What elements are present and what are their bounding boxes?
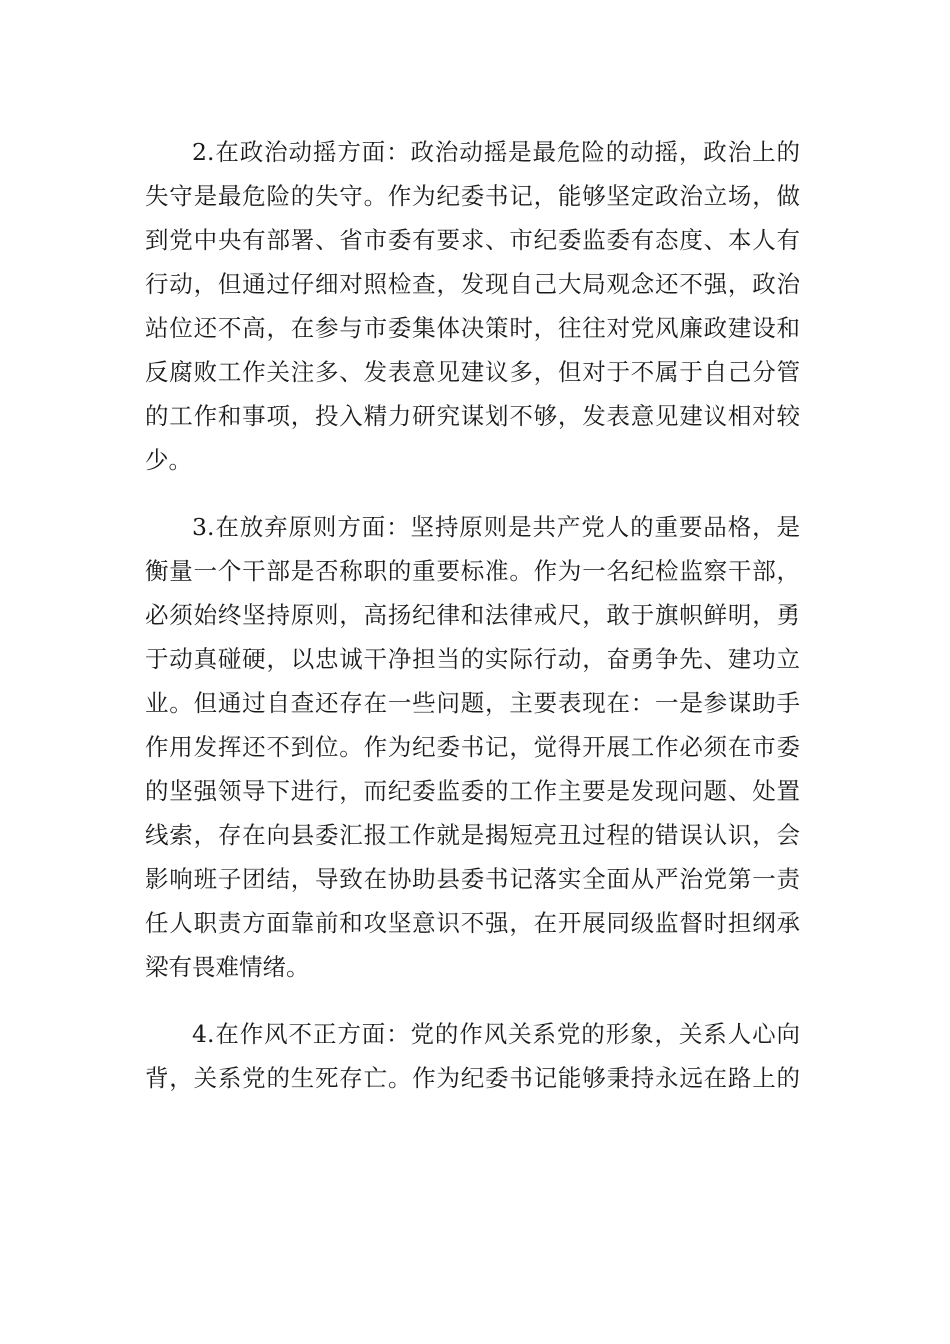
text-line: 到党中央有部署、省市委有要求、市纪委监委有态度、本人有: [145, 226, 800, 254]
text-line: 影响班子团结，导致在协助县委书记落实全面从严治党第一责: [145, 865, 800, 893]
text-line: 必须始终坚持原则，高扬纪律和法律戒尺，敢于旗帜鲜明，勇: [145, 601, 800, 629]
text-line: 失守是最危险的失守。作为纪委书记，能够坚定政治立场，做: [145, 182, 800, 210]
text-line: 站位还不高，在参与市委集体决策时，往往对党风廉政建设和: [145, 314, 800, 342]
text-line: 反腐败工作关注多、发表意见建议多，但对于不属于自己分管: [145, 358, 800, 386]
paragraph-improper-conduct: [145, 1012, 800, 1100]
text-line: 的坚强领导下进行，而纪委监委的工作主要是发现问题、处置: [145, 777, 800, 805]
text-line: 行动，但通过仔细对照检查，发现自己大局观念还不强，政治: [145, 270, 800, 298]
text-line: 衡量一个干部是否称职的重要标准。作为一名纪检监察干部，: [145, 557, 800, 585]
text-line: 的工作和事项，投入精力研究谋划不够，发表意见建议相对较: [145, 402, 800, 430]
text-line: 背，关系党的生死存亡。作为纪委书记能够秉持永远在路上的: [145, 1064, 800, 1092]
paragraph-abandoning-principles: [145, 505, 800, 989]
paragraph-political-wavering: [145, 130, 800, 482]
text-line: 作用发挥还不到位。作为纪委书记，觉得开展工作必须在市委: [145, 733, 800, 761]
text-line: 2.在政治动摇方面：政治动摇是最危险的动摇，政治上的: [192, 138, 800, 166]
text-line: 业。但通过自查还存在一些问题，主要表现在：一是参谋助手: [145, 689, 800, 717]
text-line: 4.在作风不正方面：党的作风关系党的形象，关系人心向: [192, 1020, 800, 1048]
text-line: 线索，存在向县委汇报工作就是揭短亮丑过程的错误认识，会: [145, 821, 800, 849]
text-line: 少。: [145, 446, 192, 474]
text-line: 3.在放弃原则方面：坚持原则是共产党人的重要品格，是: [192, 513, 800, 541]
text-line: 于动真碰硬，以忠诚干净担当的实际行动，奋勇争先、建功立: [145, 645, 800, 673]
text-line: 任人职责方面靠前和攻坚意识不强，在开展同级监督时担纲承: [145, 909, 800, 937]
text-line: 梁有畏难情绪。: [145, 953, 310, 981]
document-body: [145, 130, 800, 1123]
